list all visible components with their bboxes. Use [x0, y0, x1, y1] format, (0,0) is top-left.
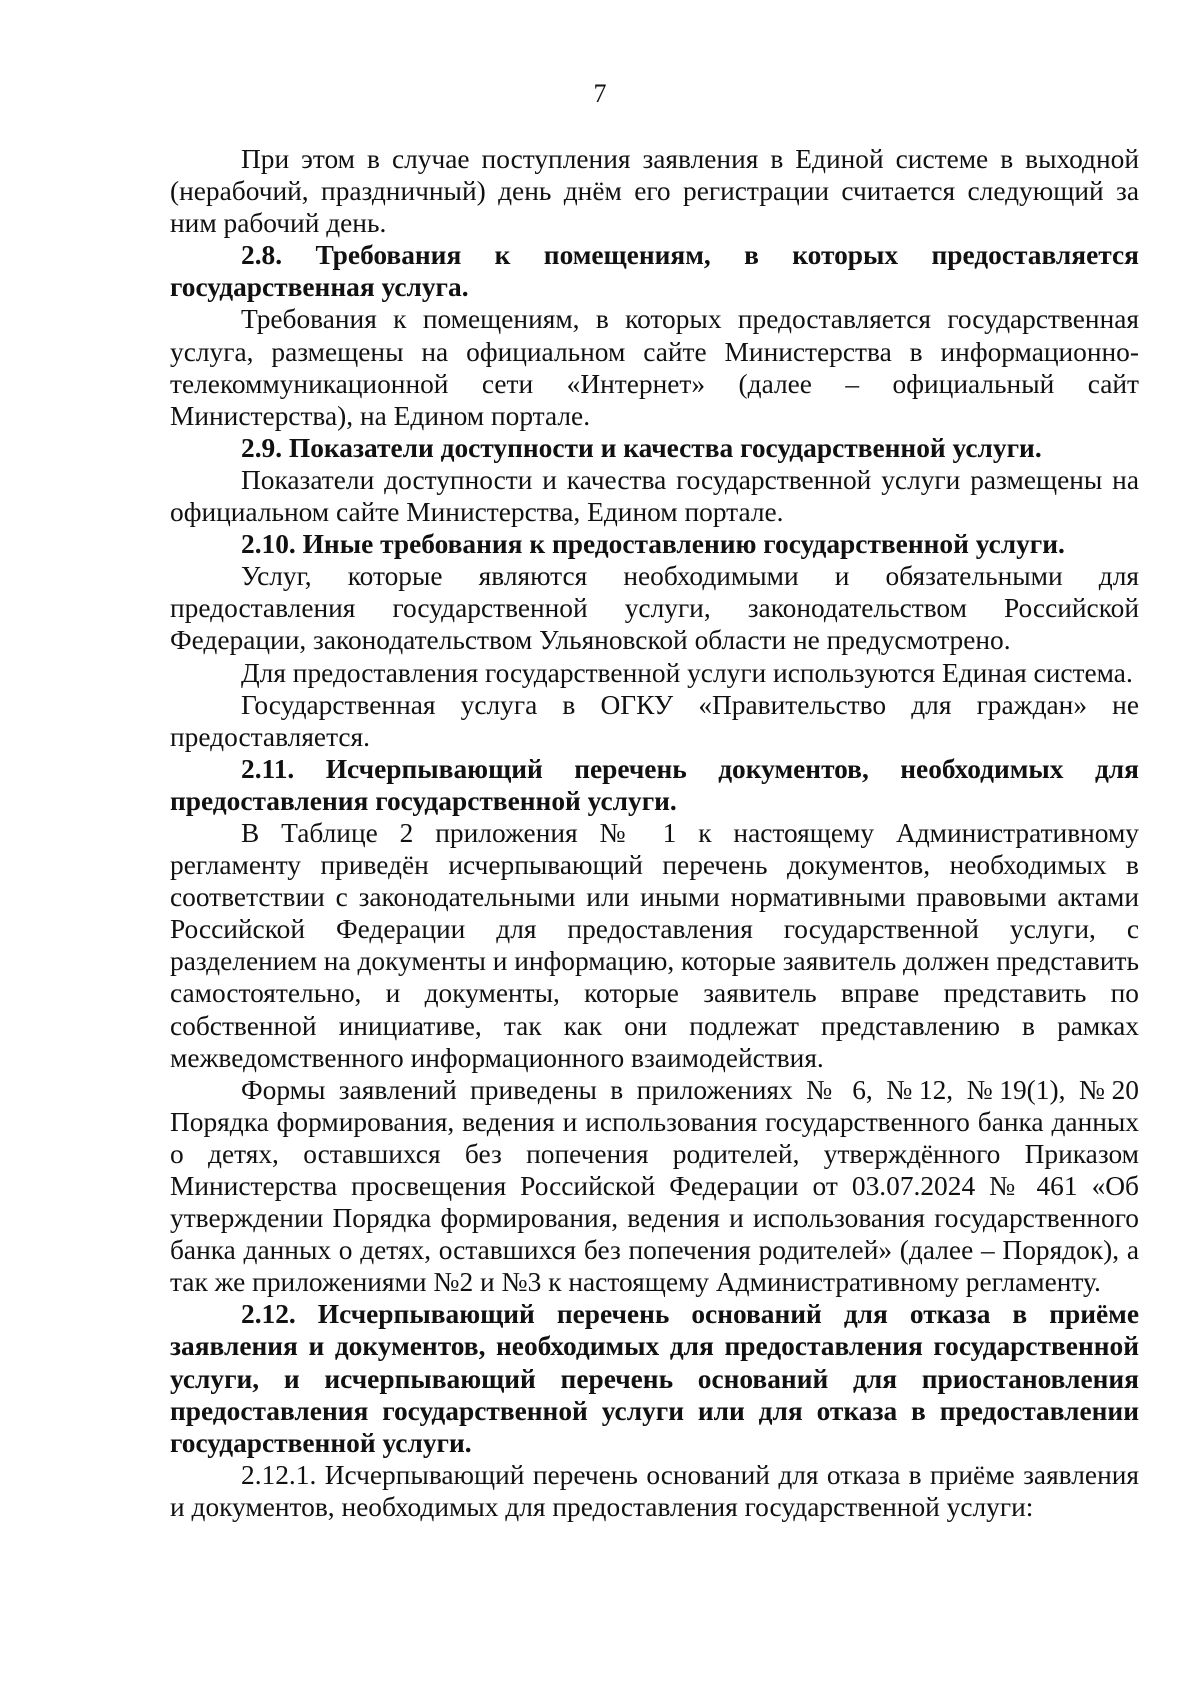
section-heading-2-10: 2.10. Иные требования к предоставлению государственной услуги.: [241, 529, 1065, 560]
document-body: [170, 143, 1139, 1523]
section-heading-2-12: 2.12. Исчерпывающий перечень оснований для отказа в приёме заявления и документов, необходимых для предоставления государственной услуги, и исчерпывающий перечень оснований для приостановления предоставления государственной услуги или для отказа в предоставлении государственной услуги.: [170, 1299, 1139, 1458]
paragraph-documents-list: В Таблице 2 приложения № 1 к настоящему Административному регламенту приведён исчерпывающий перечень документов, необходимых в соответствии с законодательными или иными нормативными правовыми актами Российской Федерации для предоставления государственной услуги, с разделением на документы и информацию, которые заявитель должен представить самостоятельно, и документы, которые заявитель вправе представить по собственной инициативе, так как они подлежат представлению в рамках межведомственного информационного взаимодействия.: [170, 817, 1139, 1073]
paragraph-2-12-1: 2.12.1. Исчерпывающий перечень оснований для отказа в приёме заявления и документов, необходимых для предоставления государственной услуги:: [170, 1459, 1139, 1522]
paragraph-registration-day: При этом в случае поступления заявления в Единой системе в выходной (нерабочий, праздничный) день днём его регистрации считается следующий за ним рабочий день.: [170, 144, 1139, 239]
section-heading-2-11: 2.11. Исчерпывающий перечень документов, необходимых для предоставления государственной услуги.: [170, 753, 1139, 816]
section-heading-2-8: 2.8. Требования к помещениям, в которых предоставляется государственная услуга.: [170, 240, 1139, 303]
paragraph-premises-requirements: Требования к помещениям, в которых предоставляется государственная услуга, размещены на официальном сайте Министерства в информационно-телекоммуникационной сети «Интернет» (далее – официальный сайт Министерства), на Едином портале.: [170, 304, 1139, 431]
paragraph-application-forms: Формы заявлений приведены в приложениях № 6, №12, №19(1), №20 Порядка формирования, ведения и использования государственного банка данных о детях, оставшихся без попечения родителей, утверждённого Приказом Министерства просвещения Российской Федерации от 03.07.2024 № 461 «Об утверждении Порядка формирования, ведения и использования государственного банка данных о детях, оставшихся без попечения родителей» (далее – Порядок), а так же приложениями №2 и №3 к настоящему Административному регламенту.: [170, 1074, 1139, 1298]
page-number: 7: [593, 79, 607, 108]
paragraph-mandatory-services: Услуг, которые являются необходимыми и обязательными для предоставления государственной услуги, законодательством Российской Федерации, законодательством Ульяновской области не предусмотрено.: [170, 561, 1139, 656]
paragraph-ogku-service: Государственная услуга в ОГКУ «Правительство для граждан» не предоставляется.: [170, 689, 1139, 752]
section-heading-2-9: 2.9. Показатели доступности и качества государственной услуги.: [241, 432, 1042, 463]
paragraph-unified-system: Для предоставления государственной услуги используются Единая система.: [241, 657, 1133, 688]
paragraph-accessibility-indicators: Показатели доступности и качества государственной услуги размещены на официальном сайте Министерства, Едином портале.: [170, 464, 1139, 528]
